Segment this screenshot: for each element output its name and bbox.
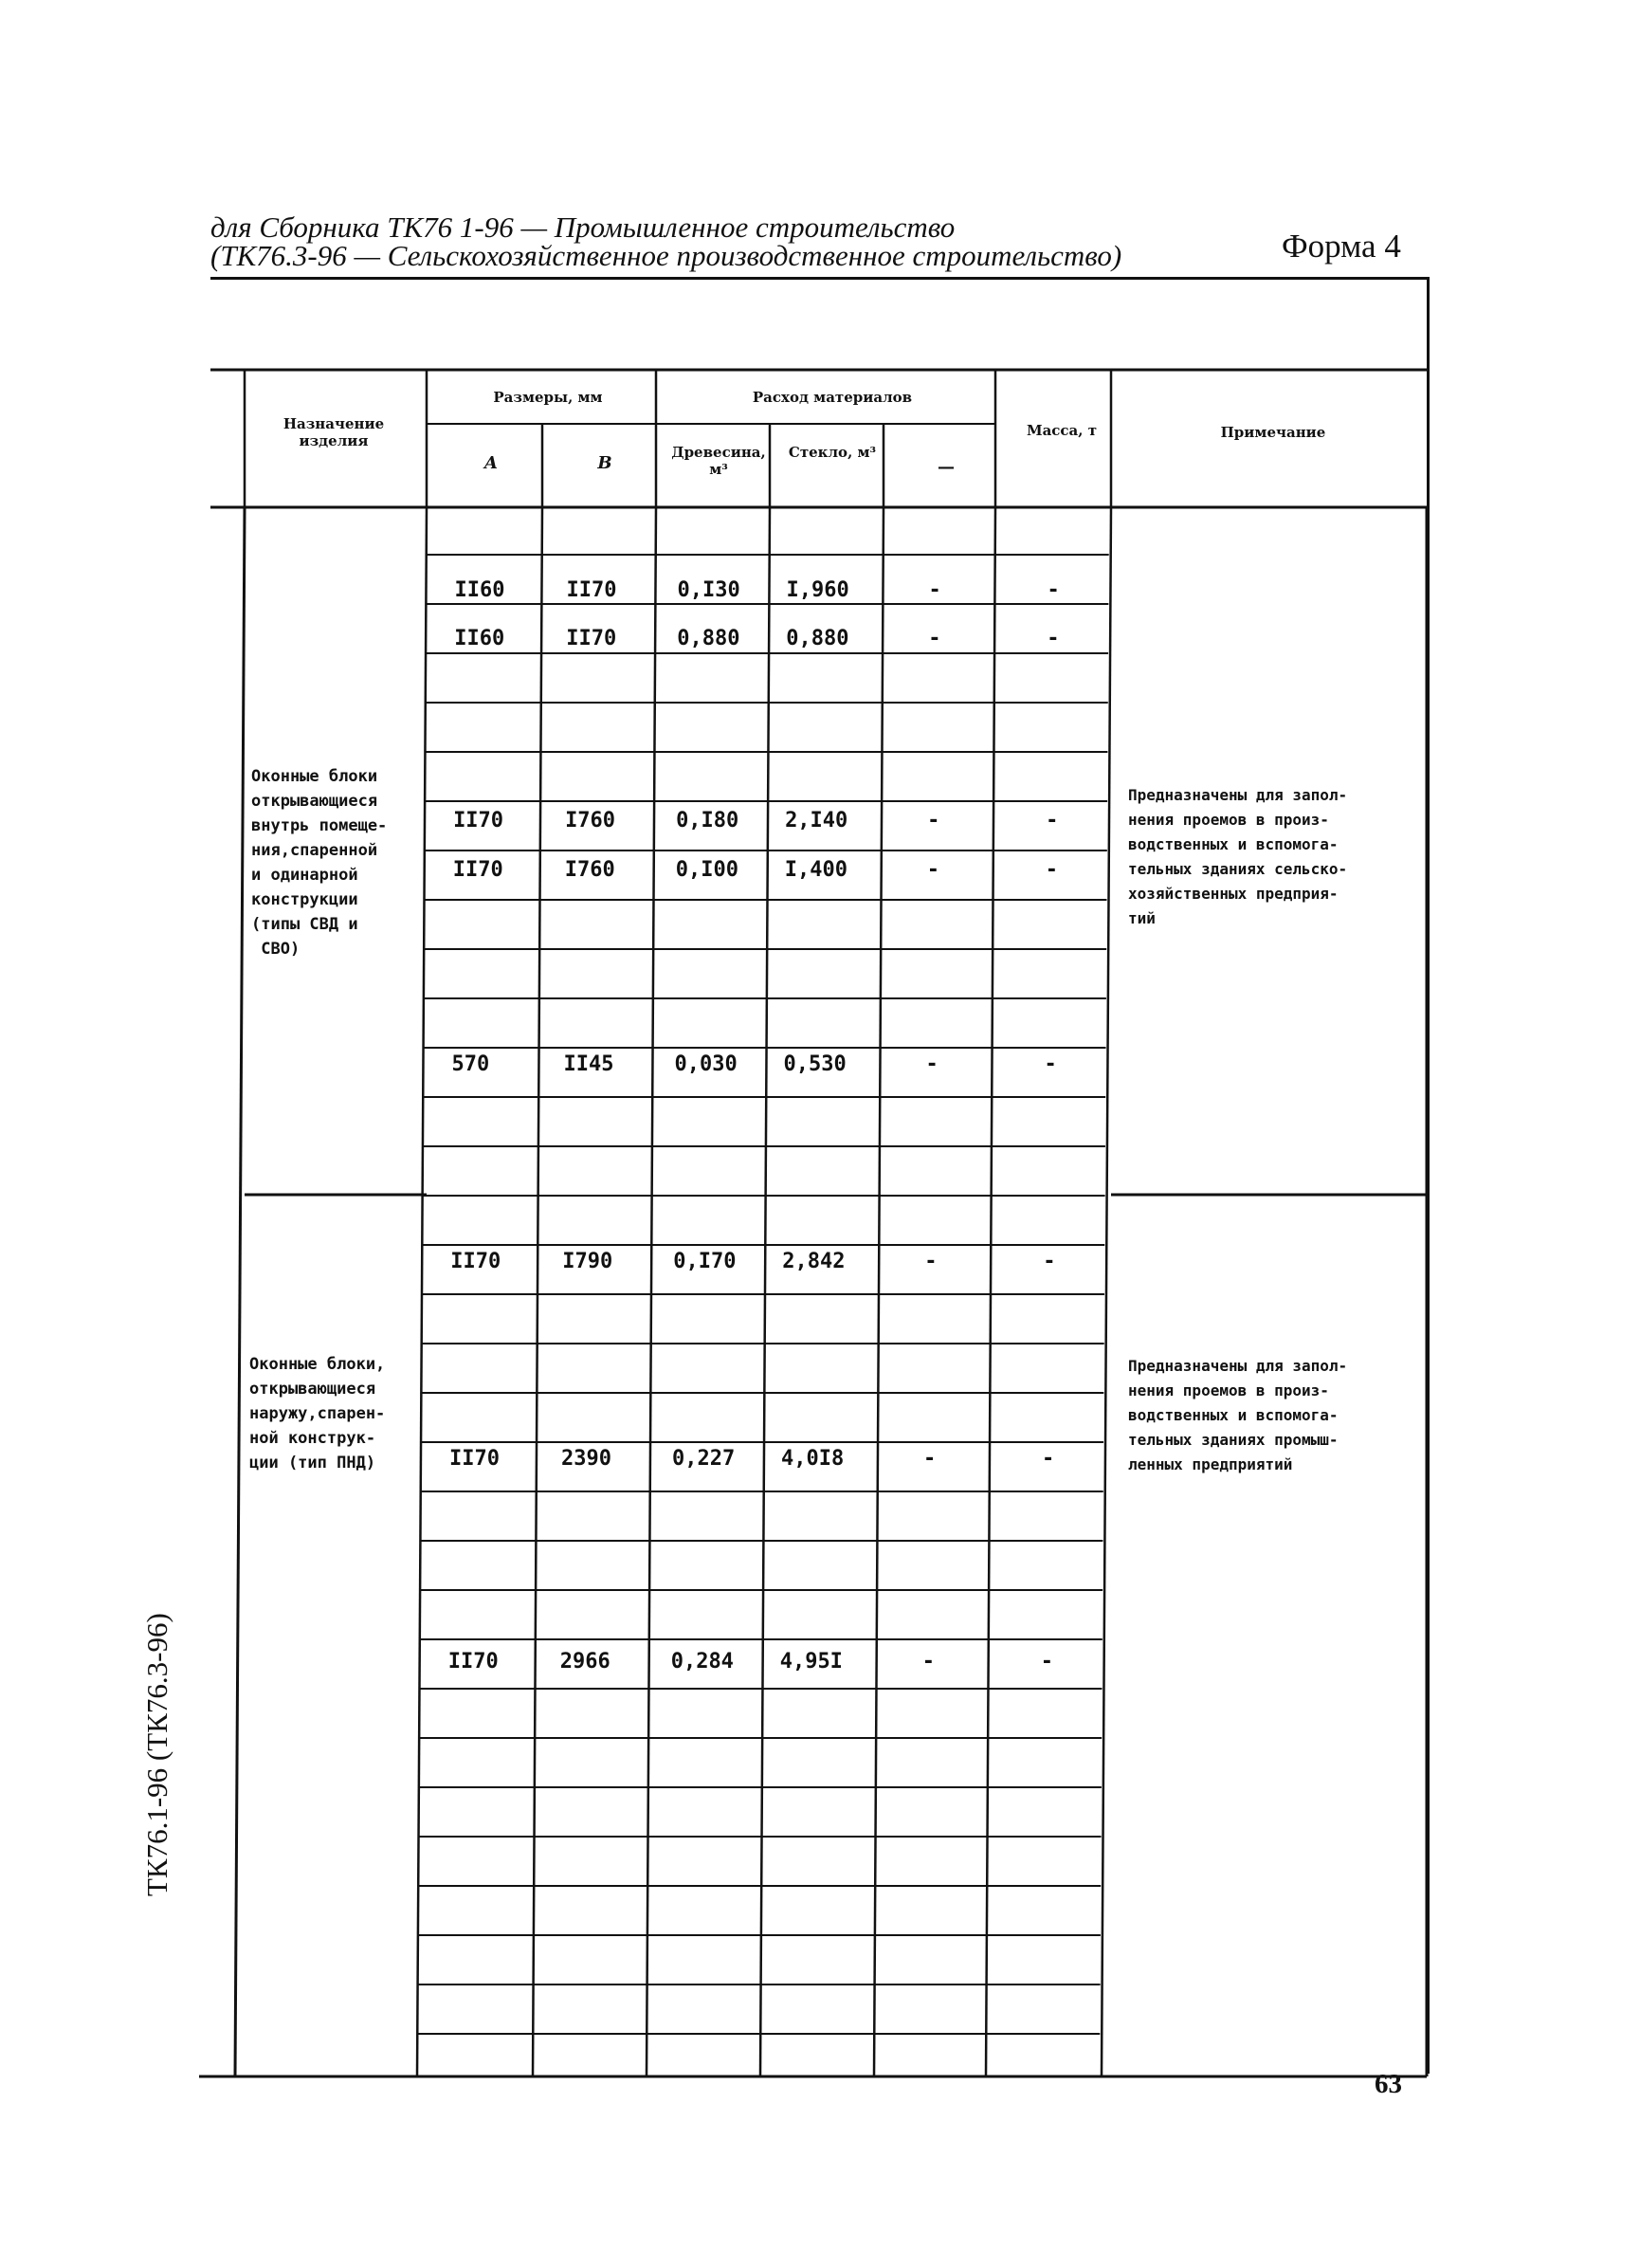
page-number: 63 xyxy=(1375,2069,1402,2099)
grid-line xyxy=(647,507,656,2076)
header-dash: — xyxy=(938,457,955,477)
cell-a: II60 xyxy=(454,578,505,602)
header-wood: Древесина, м³ xyxy=(671,444,766,478)
cell-wood: 0,880 xyxy=(677,627,740,650)
header-purpose: Назначение изделия xyxy=(282,415,385,449)
header-size-a: А xyxy=(483,453,499,473)
group1-note: Предназначены для запол- нения проемов в произ- водственных и вспомога- тельных зданиях сельско- хозяйственных предприя- тий xyxy=(1128,786,1348,927)
cell-glass: 2,I40 xyxy=(785,809,848,832)
cell-a: II70 xyxy=(453,809,504,832)
cell-wood: 0,I00 xyxy=(675,858,738,882)
grid-line xyxy=(760,507,770,2076)
cell-dash: - xyxy=(925,1052,938,1076)
header-title-line2: (ТК76.3-96 — Сельскохозяйственное производственное строительство) xyxy=(210,239,1122,272)
cell-b: 2966 xyxy=(559,1650,610,1674)
cell-dash: - xyxy=(924,1250,938,1273)
cell-wood: 0,227 xyxy=(672,1447,736,1471)
header-mass: Масса, т xyxy=(1026,422,1098,439)
cell-a: II70 xyxy=(452,858,503,882)
cell-mass: - xyxy=(1045,858,1058,882)
cell-b: II70 xyxy=(566,578,617,602)
form-label: Форма 4 xyxy=(1282,228,1401,265)
cell-mass: - xyxy=(1046,809,1059,832)
cell-a: II60 xyxy=(454,627,505,650)
grid-line xyxy=(986,507,995,2076)
cell-wood: 0,I30 xyxy=(677,578,740,602)
cell-wood: 0,030 xyxy=(674,1052,738,1076)
cell-glass: I,960 xyxy=(786,578,849,602)
cell-glass: 0,530 xyxy=(783,1052,847,1076)
header-title-line1: для Сборника ТК76 1-96 — Промышленное строительство xyxy=(210,210,956,244)
cell-a: II70 xyxy=(449,1447,500,1471)
header-materials: Расход материалов xyxy=(752,389,913,406)
cell-dash: - xyxy=(928,627,941,650)
cell-mass: - xyxy=(1042,1447,1055,1471)
cell-dash: - xyxy=(923,1447,937,1471)
header-sizes: Размеры, мм xyxy=(493,389,603,406)
cell-wood: 0,284 xyxy=(670,1650,734,1674)
cell-dash: - xyxy=(926,858,939,882)
cell-dash: - xyxy=(921,1650,935,1674)
grid-line xyxy=(417,507,427,2076)
cell-b: I760 xyxy=(565,809,616,832)
cell-wood: 0,I70 xyxy=(673,1250,737,1273)
cell-mass: - xyxy=(1047,627,1060,650)
header-size-b: В xyxy=(597,453,612,473)
cell-a: 570 xyxy=(451,1052,490,1076)
group2-note: Предназначены для запол- нения проемов в произ- водственных и вспомога- тельных зданиях промыш- ленных предприятий xyxy=(1128,1357,1348,1473)
cell-b: II70 xyxy=(566,627,617,650)
group1-purpose: Оконные блоки открывающиеся внутрь помеще- ния,спаренной и одинарной конструкции (типы СВД и СВО) xyxy=(251,767,388,959)
grid-line xyxy=(1102,507,1111,2076)
cell-glass: I,400 xyxy=(784,858,847,882)
cell-a: II70 xyxy=(450,1250,501,1273)
cell-a: II70 xyxy=(447,1650,499,1674)
cell-b: 2390 xyxy=(561,1447,611,1471)
cell-dash: - xyxy=(927,809,940,832)
group2-purpose: Оконные блоки, открывающиеся наружу,спарен- ной конструк- ции (тип ПНД) xyxy=(249,1355,386,1472)
cell-b: I790 xyxy=(562,1250,613,1273)
grid-line xyxy=(533,507,542,2076)
cell-glass: 0,880 xyxy=(786,627,849,650)
side-label: ТК76.1-96 (ТК76.3-96) xyxy=(140,1613,173,1896)
cell-mass: - xyxy=(1040,1650,1053,1674)
cell-mass: - xyxy=(1044,1052,1057,1076)
grid-line xyxy=(235,507,245,2076)
cell-mass: - xyxy=(1043,1250,1056,1273)
header-glass: Стекло, м³ xyxy=(788,444,877,461)
cell-mass: - xyxy=(1047,578,1060,602)
cell-dash: - xyxy=(928,578,941,602)
header-note: Примечание xyxy=(1220,424,1326,441)
cell-b: I760 xyxy=(564,858,615,882)
cell-wood: 0,I80 xyxy=(676,809,739,832)
cell-glass: 4,95I xyxy=(779,1650,843,1674)
cell-b: II45 xyxy=(563,1052,614,1076)
cell-glass: 4,0I8 xyxy=(781,1447,845,1471)
cell-glass: 2,842 xyxy=(782,1250,846,1273)
grid-line xyxy=(874,507,884,2076)
